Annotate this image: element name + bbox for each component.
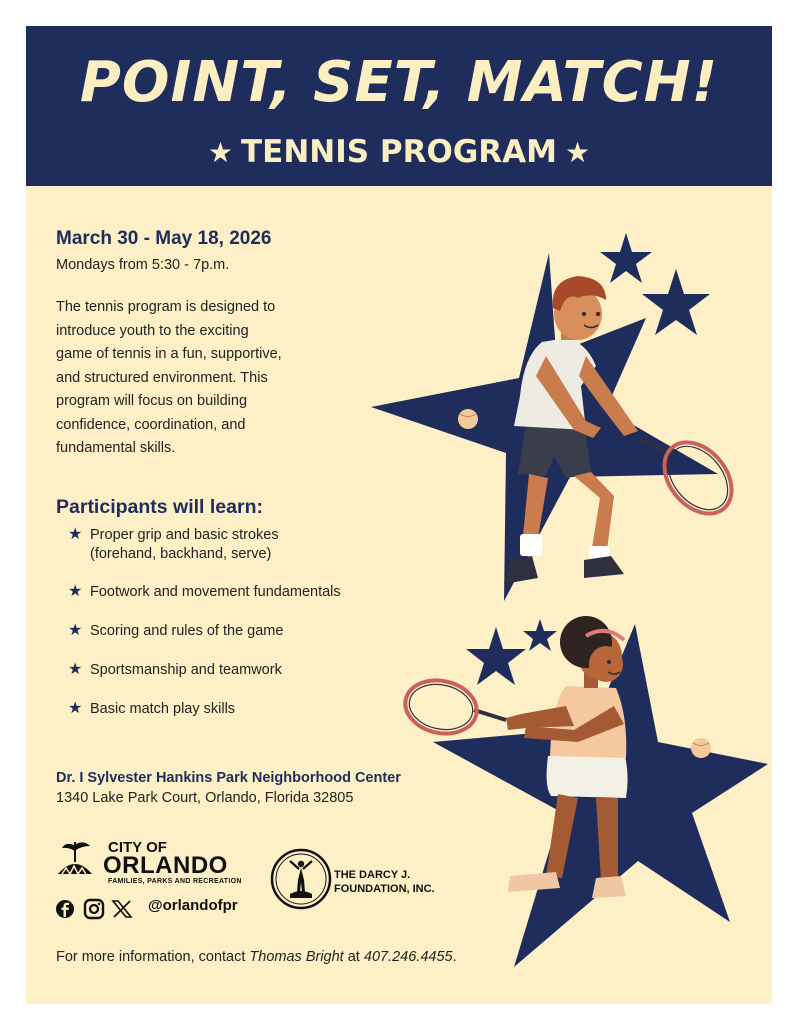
contact-prefix: For more information, contact bbox=[56, 949, 250, 965]
city-of-orlando-logo-icon bbox=[56, 838, 102, 888]
description-line: and structured environment. This bbox=[56, 369, 268, 386]
description-line: program will focus on building bbox=[56, 393, 248, 409]
partner-name-line2: FOUNDATION, INC. bbox=[334, 883, 435, 895]
list-item-text: (forehand, backhand, serve) bbox=[90, 546, 272, 562]
list-item-text: Scoring and rules of the game bbox=[90, 623, 284, 639]
list-item-text: Basic match play skills bbox=[90, 701, 236, 717]
list-item bbox=[68, 583, 341, 602]
subtitle-text: TENNIS PROGRAM bbox=[241, 134, 557, 170]
facebook-icon[interactable] bbox=[56, 900, 74, 918]
contact-info bbox=[56, 949, 457, 965]
list-item-text: Sportsmanship and teamwork bbox=[90, 662, 282, 678]
social-handle[interactable]: @orlandofpr bbox=[148, 897, 238, 914]
star-bullet-icon: ★ bbox=[68, 700, 83, 717]
program-description bbox=[56, 296, 366, 461]
contact-name: Thomas Bright bbox=[249, 949, 344, 965]
list-item-text: Footwork and movement fundamentals bbox=[90, 584, 341, 600]
list-item bbox=[68, 526, 279, 564]
venue-address: 1340 Lake Park Court, Orlando, Florida 32805 bbox=[56, 790, 354, 806]
small-star-4 bbox=[523, 619, 557, 651]
small-star-1 bbox=[600, 233, 652, 283]
description-line: The tennis program is designed to bbox=[56, 299, 276, 315]
list-item bbox=[68, 661, 282, 680]
contact-phone[interactable]: 407.246.4455 bbox=[363, 949, 453, 965]
x-icon[interactable] bbox=[113, 901, 131, 917]
org-department: FAMILIES, PARKS AND RECREATION bbox=[108, 878, 242, 885]
description-line: confidence, coordination, and bbox=[56, 416, 246, 433]
star-icon: ★ bbox=[207, 136, 234, 169]
list-item-text: Proper grip and basic strokes bbox=[90, 527, 279, 543]
list-item bbox=[68, 622, 283, 641]
star-bullet-icon: ★ bbox=[68, 526, 83, 543]
description-line: introduce youth to the exciting bbox=[56, 322, 249, 339]
learn-heading: Participants will learn: bbox=[56, 496, 263, 518]
star-icon: ★ bbox=[564, 136, 591, 169]
star-bullet-icon: ★ bbox=[68, 583, 83, 600]
partner-name-line1: THE DARCY J. bbox=[334, 869, 411, 881]
venue-name: Dr. I Sylvester Hankins Park Neighborhood Center bbox=[56, 770, 401, 786]
instagram-icon[interactable] bbox=[85, 900, 103, 918]
flyer bbox=[26, 26, 772, 1004]
social-icons bbox=[56, 898, 146, 920]
page-title: POINT, SET, MATCH! bbox=[79, 50, 719, 115]
org-orlando: ORLANDO bbox=[103, 852, 228, 879]
list-item bbox=[68, 700, 235, 719]
small-star-2 bbox=[642, 269, 710, 335]
star-bullet-icon: ★ bbox=[68, 661, 83, 678]
org-city-of: CITY OF bbox=[108, 839, 167, 856]
description-line: fundamental skills. bbox=[56, 440, 176, 456]
contact-suffix: . bbox=[452, 949, 457, 965]
small-star-3 bbox=[466, 627, 526, 685]
description-line: game of tennis in a fun, supportive, bbox=[56, 346, 282, 362]
program-schedule: Mondays from 5:30 - 7p.m. bbox=[56, 257, 230, 273]
darcy-foundation-logo-icon bbox=[270, 848, 332, 910]
program-dates: March 30 - May 18, 2026 bbox=[56, 228, 272, 249]
star-bullet-icon: ★ bbox=[68, 622, 83, 639]
contact-mid: at bbox=[343, 949, 364, 965]
